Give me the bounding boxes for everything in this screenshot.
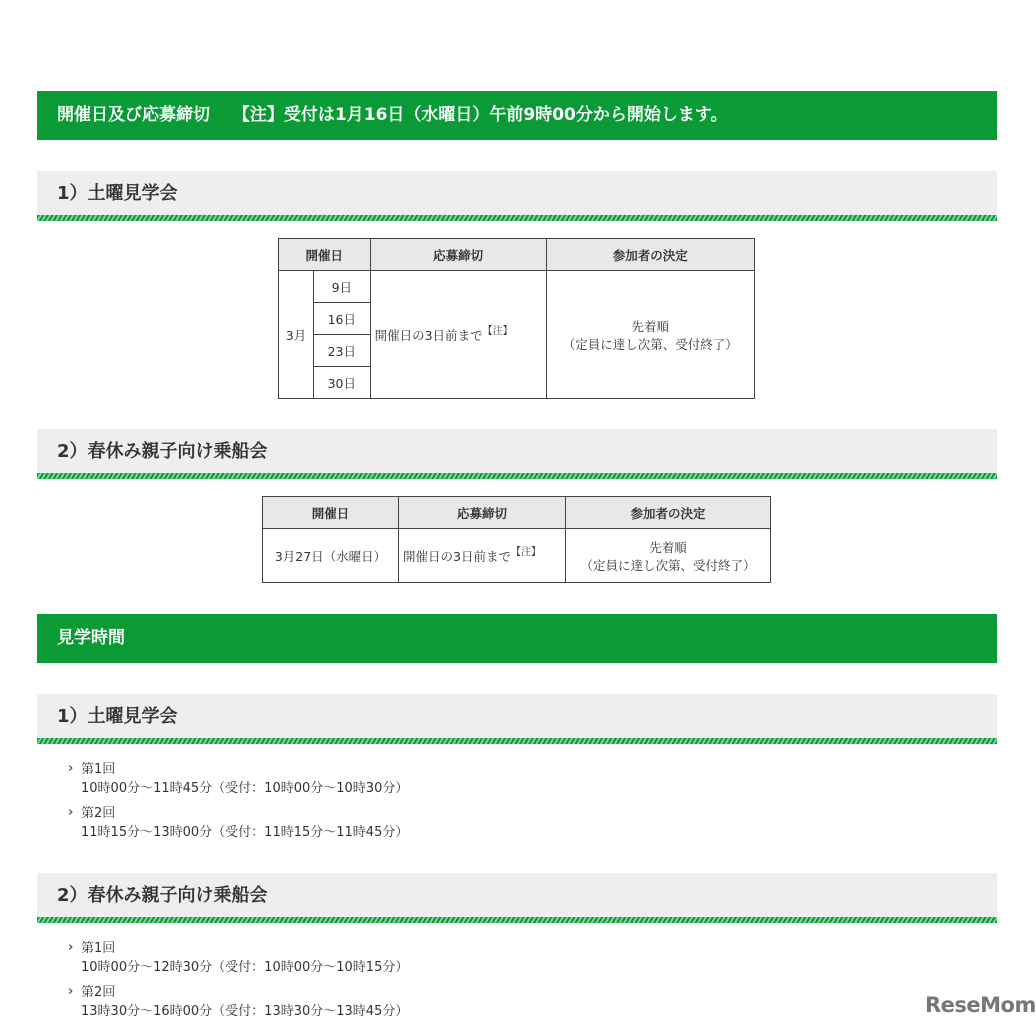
header-date: 開催日	[279, 239, 371, 271]
day-cell: 9日	[314, 271, 371, 303]
deadline-cell	[370, 271, 546, 399]
saturday-schedule-table	[278, 238, 755, 399]
note-mark: 【注】	[510, 546, 541, 558]
session-label: › 第1回	[68, 939, 408, 958]
session-time: 10時00分～12時30分（受付：10時00分～10時15分）	[81, 960, 409, 975]
header-date: 開催日	[263, 497, 399, 529]
header-deadline: 応募締切	[399, 497, 566, 529]
day-cell: 23日	[314, 335, 371, 367]
header-decision: 参加者の決定	[566, 497, 771, 529]
decision-main: 先着順	[649, 539, 687, 555]
list-item	[68, 804, 408, 842]
spring-schedule-table	[262, 496, 771, 583]
day-cell: 16日	[314, 303, 371, 335]
decision-cell	[546, 271, 754, 399]
deadline-text: 開催日の3日前まで	[374, 327, 483, 343]
resemom-logo: ReseMom	[925, 993, 1036, 1017]
list-item	[68, 983, 408, 1021]
saturday-times-list	[68, 760, 408, 848]
session-time: 11時15分～13時00分（受付：11時15分～11時45分）	[81, 825, 409, 840]
section-heading-spring-times: 2）春休み親子向け乗船会	[37, 873, 997, 917]
session-label: › 第2回	[68, 983, 408, 1002]
list-item	[68, 760, 408, 798]
month-cell: 3月	[279, 271, 314, 399]
schedule-banner: 開催日及び応募締切 【注】受付は1月16日（水曜日）午前9時00分から開始します。	[37, 91, 997, 140]
header-decision: 参加者の決定	[546, 239, 754, 271]
deadline-cell	[399, 529, 566, 583]
decision-main: 先着順	[631, 318, 670, 334]
day-cell: 30日	[314, 367, 371, 399]
spring-times-list	[68, 939, 408, 1027]
decision-cell	[566, 529, 771, 583]
section-heading-spring: 2）春休み親子向け乗船会	[37, 429, 997, 473]
note-mark: 【注】	[482, 325, 513, 337]
session-label: › 第2回	[68, 804, 408, 823]
decision-sub: （定員に達し次第、受付終了）	[580, 557, 756, 573]
session-time: 10時00分～11時45分（受付：10時00分～10時30分）	[81, 781, 409, 796]
section-heading-saturday: 1）土曜見学会	[37, 171, 997, 215]
header-deadline: 応募締切	[370, 239, 546, 271]
date-cell: 3月27日（水曜日）	[263, 529, 399, 583]
list-item	[68, 939, 408, 977]
session-time: 13時30分～16時00分（受付：13時30分～13時45分）	[81, 1004, 409, 1019]
decision-sub: （定員に達し次第、受付終了）	[562, 336, 738, 352]
deadline-text: 開催日の3日前まで	[403, 548, 511, 564]
session-label: › 第1回	[68, 760, 408, 779]
section-heading-saturday-times: 1）土曜見学会	[37, 694, 997, 738]
tour-time-banner: 見学時間	[37, 614, 997, 663]
